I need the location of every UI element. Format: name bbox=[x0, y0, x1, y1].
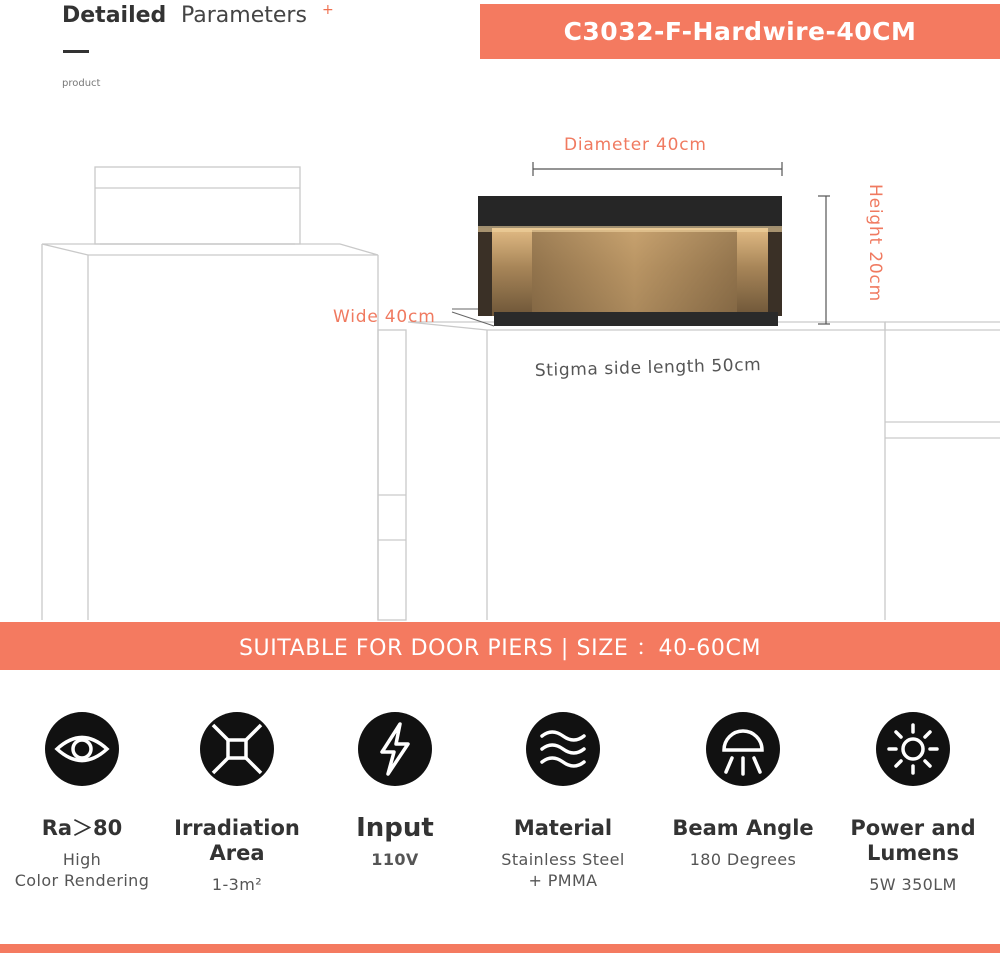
feature-name: Ra＞80 bbox=[41, 816, 123, 840]
height-dimension-line bbox=[818, 196, 830, 324]
page-subtitle: product bbox=[62, 78, 101, 89]
feature-power-lumens bbox=[828, 712, 998, 895]
eye-icon bbox=[45, 712, 119, 786]
pier-size-label: Stigma side length 50cm bbox=[534, 355, 762, 381]
feature-name: Material bbox=[513, 816, 613, 840]
feature-desc-line: 5W 350LM bbox=[869, 875, 957, 894]
diameter-dimension-line bbox=[533, 162, 782, 176]
plus-mark: + bbox=[322, 2, 334, 18]
feature-desc-line: 1-3m² bbox=[211, 875, 263, 894]
feature-desc-line: + PMMA bbox=[528, 871, 598, 890]
bollard-lamp-illustration bbox=[478, 196, 782, 326]
product-dimension-diagram bbox=[0, 90, 1000, 622]
left-pier-outline bbox=[42, 167, 406, 620]
suitability-banner: SUITABLE FOR DOOR PIERS | SIZE ：40-60CM bbox=[0, 622, 1000, 670]
waves-icon bbox=[526, 712, 600, 786]
bottom-accent-bar bbox=[0, 944, 1000, 953]
feature-desc-line: High bbox=[62, 850, 102, 869]
feature-ra80 bbox=[0, 712, 167, 891]
page-title-detailed: Detailed bbox=[62, 3, 167, 28]
feature-name: Beam Angle bbox=[672, 816, 814, 840]
feature-desc-line: Color Rendering bbox=[14, 871, 150, 890]
diameter-label: Diameter 40cm bbox=[564, 135, 707, 155]
height-label: Height 20cm bbox=[865, 184, 885, 302]
feature-material bbox=[478, 712, 648, 891]
model-banner: C3032-F-Hardwire-40CM bbox=[480, 4, 1000, 59]
feature-desc-line: 180 Degrees bbox=[689, 850, 797, 869]
feature-name: Irradiation Area bbox=[174, 816, 300, 865]
feature-desc-line: Stainless Steel bbox=[501, 850, 625, 869]
title-underline bbox=[63, 50, 89, 53]
irradiation-icon bbox=[200, 712, 274, 786]
sun-icon bbox=[876, 712, 950, 786]
page-title-parameters: Parameters bbox=[181, 3, 307, 28]
wide-label: Wide 40cm bbox=[333, 307, 436, 327]
lightning-icon bbox=[358, 712, 432, 786]
feature-name: Input bbox=[356, 813, 434, 843]
lamp-beam-icon bbox=[706, 712, 780, 786]
feature-beam-angle bbox=[658, 712, 828, 870]
feature-desc-line: 110V bbox=[371, 850, 419, 869]
feature-irradiation bbox=[152, 712, 322, 895]
feature-input bbox=[310, 712, 480, 870]
feature-name: Power and Lumens bbox=[850, 816, 976, 865]
